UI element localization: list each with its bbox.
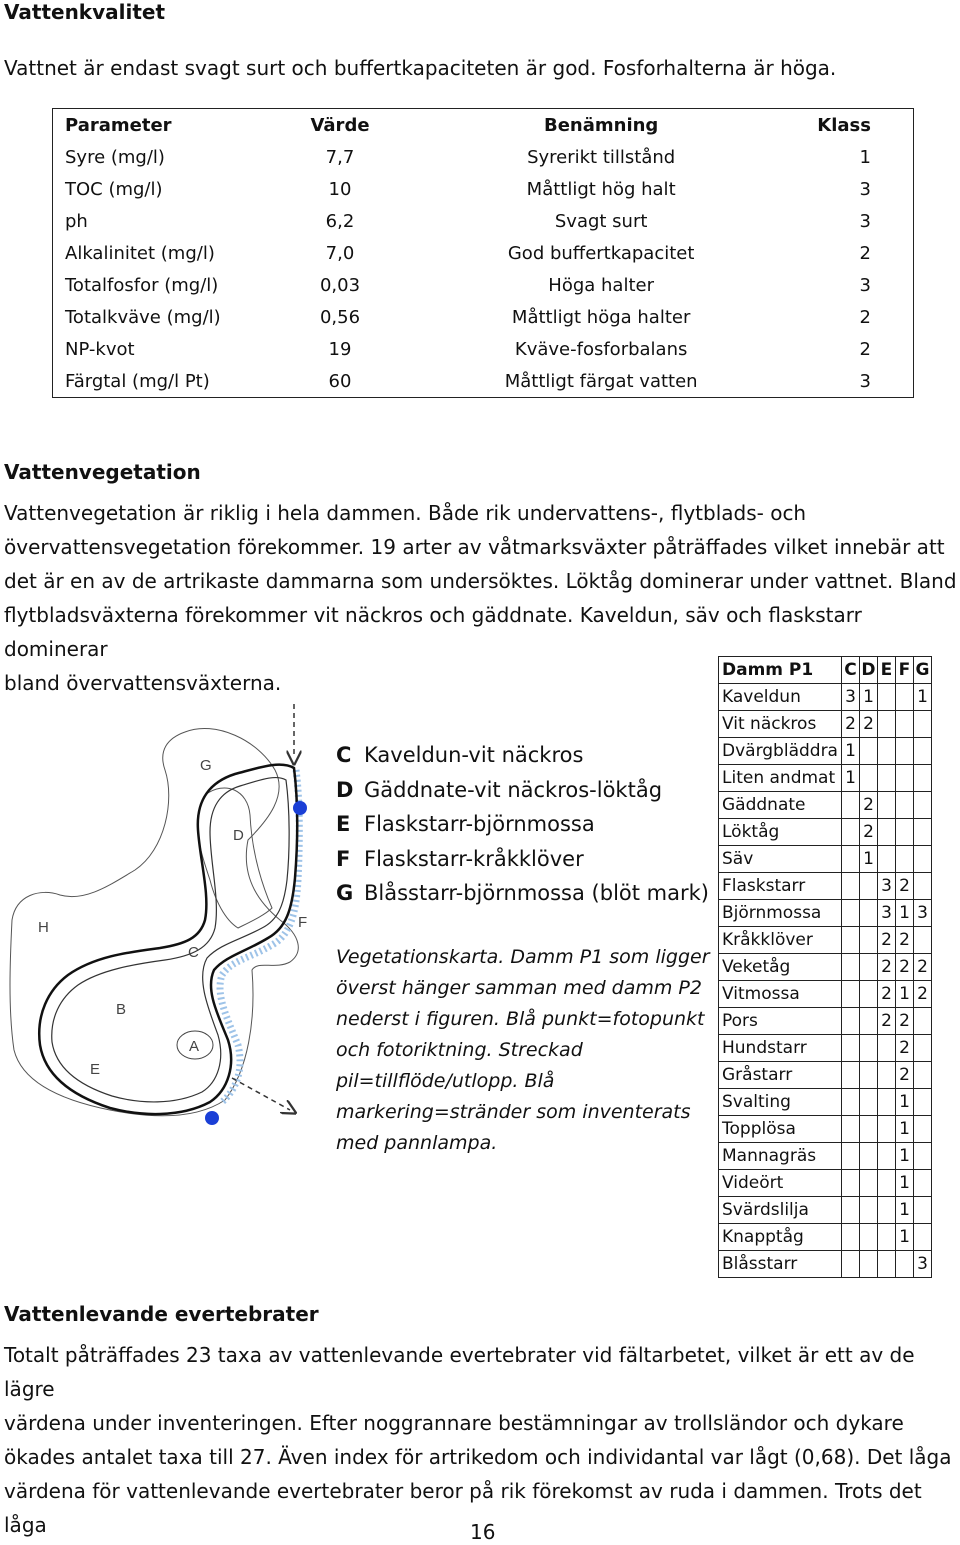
legend-item: E Flaskstarr-björnmossa: [336, 812, 595, 836]
table-cell: 3: [859, 178, 871, 200]
species-cover: [913, 927, 931, 954]
species-cover: 1: [913, 684, 931, 711]
map-label-e: E: [90, 1061, 101, 1078]
species-cover: [877, 765, 895, 792]
species-cover: [841, 792, 859, 819]
species-cover: [913, 1089, 931, 1116]
table-cell: TOC (mg/l): [65, 178, 163, 200]
text-line: ökades antalet taxa till 27. Även index för artrikedom och individantal var lågt (0,68). Det låga: [4, 1445, 952, 1469]
species-name: Löktåg: [719, 819, 842, 846]
species-cover: 2: [895, 927, 913, 954]
species-row: [719, 792, 932, 819]
table-header-row: [53, 109, 914, 142]
map-label-a: A: [189, 1038, 200, 1055]
vegetation-map: [0, 690, 330, 1150]
species-row: [719, 1197, 932, 1224]
species-cover: [841, 1251, 859, 1278]
species-cover: [859, 1251, 877, 1278]
outflow-arrow: [232, 1078, 290, 1110]
species-cover: 2: [895, 1008, 913, 1035]
species-name: Blåsstarr: [719, 1251, 842, 1278]
species-cover: [913, 819, 931, 846]
species-cover: [841, 873, 859, 900]
table-row: [53, 237, 914, 269]
species-cover: 1: [895, 1224, 913, 1251]
species-cover: [877, 738, 895, 765]
species-cover: 3: [913, 1251, 931, 1278]
species-cover: 2: [841, 711, 859, 738]
species-row: [719, 954, 932, 981]
species-cover: [859, 1062, 877, 1089]
map-label-h: H: [38, 919, 49, 936]
table-cell: NP-kvot: [65, 338, 135, 360]
species-cover: [895, 684, 913, 711]
species-row: [719, 981, 932, 1008]
species-cover: 1: [895, 1170, 913, 1197]
species-name: Pors: [719, 1008, 842, 1035]
legend-item: D Gäddnate-vit näckros-löktåg: [336, 777, 663, 802]
species-cover: [859, 954, 877, 981]
table-row: [53, 333, 914, 365]
species-cover: [913, 1035, 931, 1062]
species-cover: [859, 1170, 877, 1197]
text-line: det är en av de artrikaste dammarna som undersöktes. Löktåg dominerar under vattnet. Bland: [4, 569, 957, 593]
species-cover: [841, 1224, 859, 1251]
header-cell: G: [913, 657, 931, 684]
species-cover: [859, 1089, 877, 1116]
species-cover: 2: [913, 981, 931, 1008]
map-pond-shoreline: [39, 765, 297, 1114]
table-row: [53, 141, 914, 173]
table-row: [53, 301, 914, 333]
table-cell: Alkalinitet (mg/l): [65, 242, 215, 264]
species-cover: [877, 1035, 895, 1062]
species-cover: [859, 738, 877, 765]
header-cell: Värde: [310, 114, 370, 136]
species-cover: [895, 711, 913, 738]
species-row: [719, 873, 932, 900]
species-cover: [877, 1143, 895, 1170]
header-cell: Damm P1: [719, 657, 842, 684]
species-cover: 2: [913, 954, 931, 981]
text-line: värdena för vattenlevande evertebrater beror på rik förekomst av ruda i dammen. Trots det låga: [4, 1479, 922, 1537]
map-water-line: [52, 778, 289, 1102]
legend-item: G Blåsstarr-björnmossa (blöt mark): [336, 881, 709, 905]
map-label-c: C: [188, 944, 199, 961]
table-cell: 3: [859, 274, 871, 296]
species-cover: [841, 1197, 859, 1224]
table-cell: 2: [859, 242, 871, 264]
species-name: Mannagräs: [719, 1143, 842, 1170]
species-cover: [877, 1197, 895, 1224]
table-cell: 1: [859, 146, 871, 168]
species-cover: [877, 846, 895, 873]
species-table-header: [719, 657, 932, 684]
photo-point: [205, 1111, 219, 1125]
species-name: Dvärgbläddra: [719, 738, 842, 765]
species-row: [719, 1008, 932, 1035]
table-cell: 19: [328, 338, 352, 360]
table-cell: 0,56: [319, 306, 361, 328]
species-name: Veketåg: [719, 954, 842, 981]
table-cell: Måttligt höga halter: [511, 306, 691, 328]
species-cover: [895, 846, 913, 873]
header-cell: Parameter: [65, 114, 172, 136]
table-cell: ph: [65, 210, 88, 232]
header-cell: F: [895, 657, 913, 684]
species-cover: 1: [841, 765, 859, 792]
species-cover: 1: [895, 900, 913, 927]
species-cover: [841, 1062, 859, 1089]
legend-item: C Kaveldun-vit näckros: [336, 743, 584, 767]
species-cover: 2: [877, 981, 895, 1008]
text-line: värdena under inventeringen. Efter noggrannare bestämningar av trollsländor och dykare: [4, 1411, 904, 1435]
species-cover: [841, 819, 859, 846]
species-cover: [913, 1170, 931, 1197]
table-row: [53, 365, 914, 398]
photo-point: [293, 801, 307, 815]
species-row: [719, 1224, 932, 1251]
species-name: Björnmossa: [719, 900, 842, 927]
species-name: Kaveldun: [719, 684, 842, 711]
species-cover: 1: [895, 1116, 913, 1143]
species-cover: [895, 765, 913, 792]
heading-evertebrater: Vattenlevande evertebrater: [4, 1302, 319, 1326]
table-cell: 7,0: [325, 242, 355, 264]
species-cover: 2: [877, 1008, 895, 1035]
species-name: Gråstarr: [719, 1062, 842, 1089]
species-name: Videört: [719, 1170, 842, 1197]
table-cell: 10: [328, 178, 352, 200]
species-cover: [895, 1251, 913, 1278]
table-cell: 3: [859, 210, 871, 232]
species-cover: [859, 765, 877, 792]
table-cell: Syre (mg/l): [65, 146, 165, 168]
species-name: Svärdslilja: [719, 1197, 842, 1224]
species-cover: [913, 738, 931, 765]
table-cell: 7,7: [325, 146, 355, 168]
page-number: 16: [470, 1520, 496, 1544]
table-cell: Totalkväve (mg/l): [65, 306, 221, 328]
map-label-g: G: [200, 757, 212, 774]
species-cover: [841, 1008, 859, 1035]
table-cell: Totalfosfor (mg/l): [65, 274, 219, 296]
species-name: Vit näckros: [719, 711, 842, 738]
species-cover: [841, 1116, 859, 1143]
species-cover: 1: [895, 981, 913, 1008]
table-cell: 2: [859, 338, 871, 360]
table-cell: 6,2: [325, 210, 355, 232]
species-cover: [859, 1143, 877, 1170]
species-cover: 2: [859, 711, 877, 738]
species-row: [719, 927, 932, 954]
species-cover: [877, 1062, 895, 1089]
table-cell: Kväve-fosforbalans: [514, 338, 688, 360]
species-row: [719, 900, 932, 927]
species-name: Säv: [719, 846, 842, 873]
table-cell: 2: [859, 306, 871, 328]
table-row: [53, 269, 914, 301]
species-cover: [913, 792, 931, 819]
species-row: [719, 1143, 932, 1170]
species-cover: 1: [895, 1143, 913, 1170]
text-line: bland övervattensväxterna.: [4, 671, 282, 695]
table-cell: 3: [859, 370, 871, 392]
species-name: Hundstarr: [719, 1035, 842, 1062]
species-cover: [841, 900, 859, 927]
species-name: Gäddnate: [719, 792, 842, 819]
species-cover: 3: [877, 873, 895, 900]
species-row: [719, 765, 932, 792]
species-cover: 2: [895, 1035, 913, 1062]
species-cover: [859, 1197, 877, 1224]
header-cell: Benämning: [543, 114, 659, 136]
text-line: övervattensvegetation förekommer. 19 arter av våtmarksväxter påträffades vilket innebär att: [4, 535, 945, 559]
evertebrate-paragraph: [4, 1338, 960, 1542]
species-name: Vitmossa: [719, 981, 842, 1008]
species-cover: 1: [859, 684, 877, 711]
species-row: [719, 684, 932, 711]
species-cover: [877, 1089, 895, 1116]
species-row: [719, 1116, 932, 1143]
species-cover: [913, 765, 931, 792]
header-cell: E: [877, 657, 895, 684]
species-cover: [877, 819, 895, 846]
text-line: flytbladsväxterna förekommer vit näckros och gäddnate. Kaveldun, säv och flaskstarr dominerar: [4, 603, 862, 661]
species-cover: [859, 1035, 877, 1062]
header-cell: C: [841, 657, 859, 684]
species-cover: [859, 981, 877, 1008]
text-line: Totalt påträffades 23 taxa av vattenlevande evertebrater vid fältarbetet, vilket är ett av de lägre: [4, 1343, 915, 1401]
map-legend: [336, 738, 709, 911]
table-cell: God buffertkapacitet: [507, 242, 695, 264]
species-cover: 2: [895, 1062, 913, 1089]
species-row: [719, 738, 932, 765]
species-cover: [841, 981, 859, 1008]
table-cell: Färgtal (mg/l Pt): [65, 370, 210, 392]
species-cover: [913, 846, 931, 873]
species-name: Flaskstarr: [719, 873, 842, 900]
map-caption: Vegetationskarta. Damm P1 som ligger överst hänger samman med damm P2 nederst i figuren. Blå punkt=fotopunkt och fotoriktning. Streckad pil=tillflöde/utlopp. Blå markering=stränder som inventerats med pannlampa.: [336, 946, 710, 1154]
species-cover: 3: [841, 684, 859, 711]
species-cover: [913, 1062, 931, 1089]
species-cover: 2: [877, 954, 895, 981]
species-cover: [877, 1251, 895, 1278]
species-cover: [877, 684, 895, 711]
species-name: Knapptåg: [719, 1224, 842, 1251]
species-name: Liten andmat: [719, 765, 842, 792]
species-name: Topplösa: [719, 1116, 842, 1143]
species-cover: 1: [841, 738, 859, 765]
map-label-b: B: [116, 1001, 127, 1018]
table-row: [53, 205, 914, 237]
species-row: [719, 1089, 932, 1116]
species-row: [719, 711, 932, 738]
species-table: [718, 656, 932, 1278]
map-zone-d: [197, 788, 272, 928]
species-cover: [895, 738, 913, 765]
table-cell: Måttligt hög halt: [526, 178, 676, 200]
species-cover: 3: [877, 900, 895, 927]
species-cover: [895, 819, 913, 846]
species-cover: 1: [895, 1197, 913, 1224]
species-cover: [913, 711, 931, 738]
species-name: Kråkklöver: [719, 927, 842, 954]
species-cover: [877, 711, 895, 738]
species-cover: [913, 1197, 931, 1224]
text-line: Vattenvegetation är riklig i hela dammen. Både rik undervattens-, flytblads- och: [4, 501, 807, 525]
species-cover: [913, 1143, 931, 1170]
table-row: [53, 173, 914, 205]
table-cell: Svagt surt: [554, 210, 648, 232]
species-cover: [841, 846, 859, 873]
table-cell: Måttligt färgat vatten: [504, 370, 698, 392]
table-cell: Syrerikt tillstånd: [527, 146, 676, 168]
species-cover: [841, 927, 859, 954]
table-cell: Höga halter: [548, 274, 654, 296]
table-cell: 0,03: [319, 274, 361, 296]
species-cover: [877, 792, 895, 819]
species-row: [719, 1062, 932, 1089]
header-cell: Klass: [817, 114, 871, 136]
species-cover: [841, 954, 859, 981]
species-cover: 2: [877, 927, 895, 954]
species-cover: [859, 900, 877, 927]
species-cover: [877, 1170, 895, 1197]
legend-item: F Flaskstarr-kråkklöver: [336, 846, 584, 871]
species-row: [719, 846, 932, 873]
species-cover: 2: [859, 819, 877, 846]
species-cover: [877, 1224, 895, 1251]
species-cover: [841, 1143, 859, 1170]
map-label-d: D: [233, 827, 244, 844]
header-cell: D: [859, 657, 877, 684]
species-row: [719, 1035, 932, 1062]
table-cell: 60: [328, 370, 352, 392]
species-cover: [895, 792, 913, 819]
species-cover: [841, 1089, 859, 1116]
species-cover: 1: [895, 1089, 913, 1116]
species-row: [719, 819, 932, 846]
species-cover: [859, 1224, 877, 1251]
species-cover: [877, 1116, 895, 1143]
map-label-f: F: [298, 914, 308, 931]
species-cover: 1: [859, 846, 877, 873]
species-cover: [859, 873, 877, 900]
species-cover: [841, 1035, 859, 1062]
species-cover: 2: [859, 792, 877, 819]
map-outline-outer: [10, 728, 298, 1115]
water-quality-summary: Vattnet är endast svagt surt och buffertkapaciteten är god. Fosforhalterna är höga.: [4, 56, 837, 80]
water-quality-table: [52, 108, 914, 398]
species-cover: [913, 1116, 931, 1143]
species-cover: 2: [895, 873, 913, 900]
species-row: [719, 1251, 932, 1278]
species-cover: 3: [913, 900, 931, 927]
species-cover: [859, 1008, 877, 1035]
species-cover: [913, 1008, 931, 1035]
species-cover: [841, 1170, 859, 1197]
species-cover: [859, 927, 877, 954]
heading-vattenvegetation: Vattenvegetation: [4, 460, 201, 484]
species-row: [719, 1170, 932, 1197]
heading-vattenkvalitet: Vattenkvalitet: [4, 0, 166, 24]
species-name: Svalting: [719, 1089, 842, 1116]
species-cover: 2: [895, 954, 913, 981]
species-cover: [859, 1116, 877, 1143]
species-cover: [913, 1224, 931, 1251]
species-cover: [913, 873, 931, 900]
